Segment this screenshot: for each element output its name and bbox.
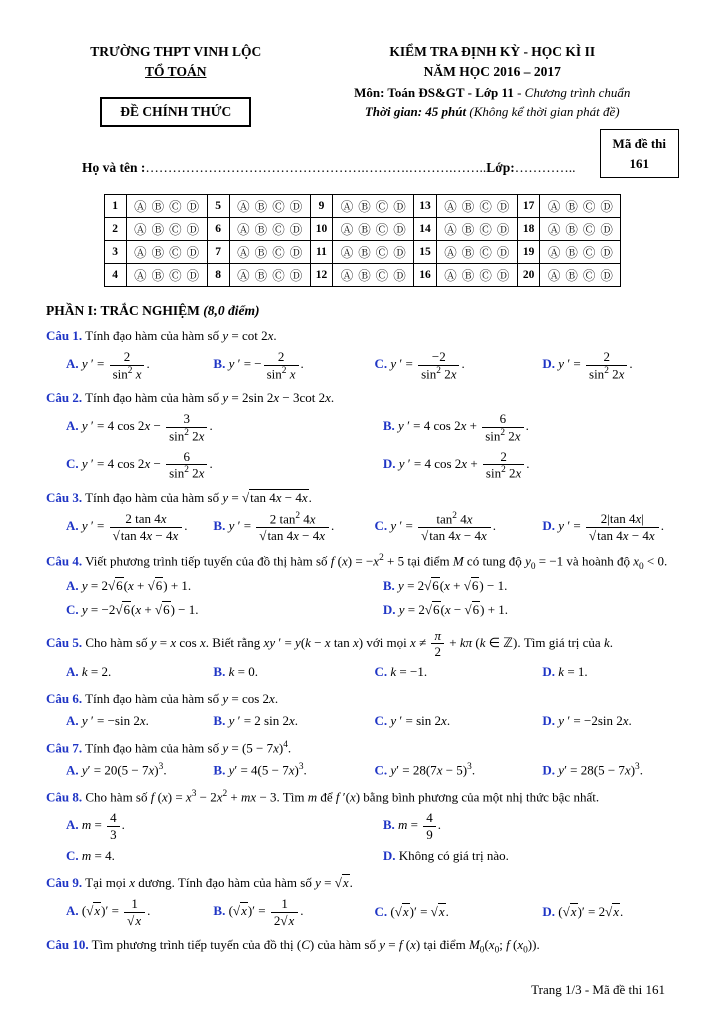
grid-answer-bubbles <box>540 241 621 264</box>
answer-bubble: Ⓓ <box>393 222 406 238</box>
question <box>46 389 679 481</box>
answer-option: A. $y' = 20(5 - 7x)^3$. <box>66 761 167 778</box>
answer-letter: C. <box>66 456 79 472</box>
school-name: TRƯỜNG THPT VINH LỘC <box>90 44 262 59</box>
answer-option: A. k = 2. <box>66 664 112 680</box>
grid-question-number: 14 <box>414 218 437 241</box>
question-label: Câu 4. <box>46 553 83 569</box>
answer-option: A. (√x)′ = $\frac{1}{√x}$ . <box>66 896 151 928</box>
grid-question-number: 17 <box>517 195 540 218</box>
answer-letter: D. <box>382 848 396 864</box>
grid-question-number: 7 <box>207 241 229 264</box>
grid-answer-bubbles <box>333 218 414 241</box>
answer-bubble: Ⓒ <box>375 268 389 284</box>
answer-options <box>46 349 679 382</box>
grid-answer-bubbles <box>126 264 207 287</box>
answer-option: C. k = −1. <box>374 664 428 680</box>
question <box>46 552 679 620</box>
answer-bubble: Ⓓ <box>393 199 406 215</box>
question-label: Câu 10. <box>46 937 89 953</box>
answer-bubble: Ⓒ <box>479 268 492 284</box>
answer-bubble: Ⓒ <box>272 222 285 238</box>
page-footer: Trang 1/3 - Mã đề thi 161 <box>531 982 665 997</box>
answer-letter: C. <box>374 518 388 534</box>
answer-bubble: Ⓓ <box>496 199 510 215</box>
question-text: Câu 5. Cho hàm số y = x cos x. Biết rằng xy ′ = y(k − x tan x) với mọi x ≠ $\frac{\pi}{2}$ + kπ (k ∈ ℤ). Tìm giá trị của k. <box>46 627 613 660</box>
answer-option: B. y ′ = 2 sin 2x. <box>213 712 298 728</box>
answer-bubble: Ⓐ <box>547 268 561 284</box>
answer-option: A. m = $\frac{4}{3}$ . <box>66 810 125 842</box>
school-year: NĂM HỌC 2016 – 2017 <box>423 64 561 80</box>
question-label: Câu 2. <box>46 390 83 406</box>
question-text: Câu 3. Tính đạo hàm của hàm số y = √tan 4x − 4x. <box>46 490 312 506</box>
answer-bubble: Ⓓ <box>496 268 510 284</box>
answer-letter: D. <box>542 762 556 778</box>
answer-options <box>46 511 679 544</box>
grid-question-number: 5 <box>207 195 229 218</box>
question <box>46 874 679 928</box>
answer-bubble: Ⓐ <box>340 268 354 284</box>
answer-option: B. (√x)′ = $\frac{1}{2√x}$ . <box>213 896 304 928</box>
student-info-row <box>46 129 679 178</box>
answer-bubble: Ⓑ <box>461 199 475 215</box>
answer-bubble: Ⓓ <box>496 245 510 261</box>
answer-letter: A. <box>66 762 79 778</box>
answer-option: A. y ′ = −sin 2x. <box>66 712 149 728</box>
question-text: Câu 10. Tìm phương trình tiếp tuyến của đồ thị (C) của hàm số y = f (x) tại điểm $M_0(x_0$; f $(x_0)$). <box>46 937 540 956</box>
grid-question-number: 20 <box>517 264 540 287</box>
answer-letter: D. <box>542 903 556 919</box>
answer-bubble: Ⓑ <box>254 199 268 215</box>
answer-option: D. $y' = 28(5 - 7x)^3$. <box>542 761 643 778</box>
answer-bubble: Ⓓ <box>186 268 200 284</box>
answer-bubble: Ⓒ <box>169 245 182 261</box>
exam-code-box <box>600 129 679 178</box>
answer-bubble: Ⓑ <box>461 245 475 261</box>
answer-bubble: Ⓐ <box>340 222 354 238</box>
answer-letter: D. <box>542 356 556 372</box>
answer-letter: B. <box>213 712 226 728</box>
grid-question-number: 6 <box>207 218 229 241</box>
answer-option: B. m = $\frac{4}{9}$ . <box>382 810 442 842</box>
header-left <box>46 42 306 127</box>
grid-question-number: 10 <box>310 218 333 241</box>
answer-bubble: Ⓑ <box>358 222 371 238</box>
answer-bubble: Ⓓ <box>600 222 613 238</box>
grid-answer-bubbles <box>333 195 414 218</box>
answer-bubble: Ⓓ <box>600 268 613 284</box>
grid-answer-bubbles <box>540 264 621 287</box>
question-text: Câu 1. Tính đạo hàm của hàm số y = cot 2x. <box>46 328 277 344</box>
answer-bubble: Ⓓ <box>496 222 510 238</box>
answer-letter: A. <box>66 712 79 728</box>
answer-options <box>46 411 679 481</box>
answer-letter: B. <box>213 762 226 778</box>
answer-bubble: Ⓒ <box>479 199 492 215</box>
subject-name: Môn: Toán ĐS&GT - Lớp 11 <box>354 84 514 100</box>
answer-option: D. y = 2√6(x − √6) + 1. <box>382 602 509 618</box>
answer-letter: D. <box>382 602 396 618</box>
answer-letter: B. <box>382 418 395 434</box>
answer-option: C. $y' = 28(7x - 5)^3$. <box>374 761 476 778</box>
curriculum-note: - Chương trình chuẩn <box>513 84 631 100</box>
grid-answer-bubbles <box>126 218 207 241</box>
answer-bubble: Ⓐ <box>134 199 147 215</box>
answer-option: B. y ′ = $\frac{2 \tan^2 4x}{√\tan 4x - 4x}$ . <box>213 511 335 544</box>
question-label: Câu 8. <box>46 789 83 805</box>
answer-letter: D. <box>382 456 396 472</box>
answer-option: C. m = 4. <box>66 848 115 864</box>
question-text: Câu 6. Tính đạo hàm của hàm số y = cos 2x. <box>46 690 279 706</box>
answer-bubble: Ⓑ <box>461 222 475 238</box>
answer-bubble: Ⓐ <box>237 222 250 238</box>
answer-letter: A. <box>66 903 79 919</box>
answer-letter: C. <box>374 762 388 778</box>
question-text: Câu 7. Tính đạo hàm của hàm số $y = (5 - 7x)^4$. <box>46 739 292 755</box>
answer-bubble: Ⓒ <box>375 199 389 215</box>
answer-bubble: Ⓓ <box>600 199 613 215</box>
answer-option: A. y ′ = $\frac{2 \tan 4x}{√\tan 4x - 4x}$ . <box>66 511 188 543</box>
answer-bubble: Ⓐ <box>134 245 147 261</box>
answer-letter: A. <box>66 356 79 372</box>
answer-bubble: Ⓑ <box>254 222 268 238</box>
questions <box>46 327 679 958</box>
section-title <box>46 303 679 319</box>
answer-option: C. y ′ = sin 2x. <box>374 712 451 728</box>
duration: Thời gian: 45 phút <box>364 104 470 119</box>
answer-bubble: Ⓑ <box>254 245 268 261</box>
grid-answer-bubbles <box>436 264 517 287</box>
answer-options <box>46 896 679 928</box>
answer-bubble: Ⓐ <box>547 199 561 215</box>
answer-option: C. y = −2√6(x + √6) − 1. <box>66 602 199 618</box>
answer-option: D. y ′ = −2sin 2x. <box>542 712 632 728</box>
exam-code-value: 161 <box>629 155 650 171</box>
answer-option: D. Không có giá trị nào. <box>382 848 509 864</box>
header-right <box>306 42 679 127</box>
answer-bubble: Ⓓ <box>186 222 200 238</box>
answer-option: C. y ′ = 4 cos 2x − $\frac{6}{\sin^2 2x}$ . <box>66 448 213 481</box>
answer-bubble: Ⓓ <box>289 199 303 215</box>
answer-letter: D. <box>542 712 556 728</box>
section-name: PHẦN I: TRẮC NGHIỆM <box>46 303 200 319</box>
answer-bubble: Ⓓ <box>393 268 406 284</box>
question-label: Câu 7. <box>46 739 83 755</box>
grid-answer-bubbles <box>436 241 517 264</box>
grid-question-number: 15 <box>414 241 437 264</box>
answer-bubble: Ⓐ <box>237 199 250 215</box>
answer-option: D. (√x)′ = 2√x. <box>542 903 624 919</box>
grid-question-number: 8 <box>207 264 229 287</box>
answer-grid-body <box>104 195 621 287</box>
answer-bubble: Ⓐ <box>134 268 147 284</box>
answer-option: B. y = 2√6(x + √6) − 1. <box>382 578 508 594</box>
answer-option: D. y ′ = 4 cos 2x + $\frac{2}{\sin^2 2x}$ . <box>382 448 530 481</box>
answer-bubble: Ⓒ <box>169 268 182 284</box>
grid-answer-bubbles <box>436 218 517 241</box>
answer-bubble: Ⓑ <box>151 199 165 215</box>
section-points: (8,0 điểm) <box>203 303 260 319</box>
exam-code-label: Mã đề thi <box>612 136 666 152</box>
question <box>46 690 679 731</box>
question <box>46 489 679 543</box>
answer-grid-row <box>104 241 621 264</box>
question-label: Câu 3. <box>46 490 83 506</box>
answer-bubble: Ⓓ <box>186 245 200 261</box>
grid-question-number: 1 <box>104 195 126 218</box>
question <box>46 788 679 866</box>
answer-bubble: Ⓐ <box>444 268 457 284</box>
grid-question-number: 4 <box>104 264 126 287</box>
question-label: Câu 9. <box>46 875 83 891</box>
answer-grid <box>104 194 622 287</box>
question-label: Câu 5. <box>46 634 83 650</box>
answer-bubble: Ⓒ <box>582 222 596 238</box>
answer-options <box>46 761 679 780</box>
answer-option: B. $y' = 4(5 - 7x)^3$. <box>213 761 307 778</box>
answer-letter: A. <box>66 518 79 534</box>
answer-bubble: Ⓐ <box>444 199 457 215</box>
answer-bubble: Ⓑ <box>151 268 165 284</box>
answer-bubble: Ⓒ <box>169 222 182 238</box>
grid-answer-bubbles <box>436 195 517 218</box>
answer-option: D. y ′ = $\frac{2|\tan 4x|}{√\tan 4x - 4x}$ . <box>542 511 664 543</box>
answer-bubble: Ⓑ <box>358 268 371 284</box>
grid-question-number: 13 <box>414 195 437 218</box>
answer-bubble: Ⓒ <box>582 268 596 284</box>
grid-answer-bubbles <box>229 241 310 264</box>
grid-question-number: 12 <box>310 264 333 287</box>
answer-letter: A. <box>66 578 79 594</box>
answer-bubble: Ⓒ <box>582 199 596 215</box>
answer-bubble: Ⓒ <box>375 222 389 238</box>
answer-letter: B. <box>382 817 395 833</box>
answer-options <box>46 712 679 731</box>
answer-bubble: Ⓑ <box>565 268 578 284</box>
question <box>46 936 679 958</box>
grid-question-number: 19 <box>517 241 540 264</box>
exam-header <box>46 42 679 127</box>
answer-letter: C. <box>374 712 388 728</box>
answer-bubble: Ⓐ <box>547 245 561 261</box>
answer-letter: B. <box>213 518 226 534</box>
answer-options <box>46 810 679 866</box>
answer-bubble: Ⓓ <box>186 199 200 215</box>
grid-question-number: 2 <box>104 218 126 241</box>
answer-bubble: Ⓒ <box>169 199 182 215</box>
grid-answer-bubbles <box>229 218 310 241</box>
grid-question-number: 9 <box>310 195 333 218</box>
question-text: Câu 9. Tại mọi x dương. Tính đạo hàm của hàm số y = √x. <box>46 875 353 891</box>
department-name: TỔ TOÁN <box>145 63 207 79</box>
class-label: Lớp: <box>486 160 515 176</box>
exam-title: KIỂM TRA ĐỊNH KỲ - HỌC KÌ II <box>389 44 596 59</box>
official-exam-box: ĐỀ CHÍNH THỨC <box>100 97 251 127</box>
answer-bubble: Ⓐ <box>134 222 147 238</box>
grid-question-number: 3 <box>104 241 126 264</box>
answer-bubble: Ⓐ <box>547 222 561 238</box>
grid-answer-bubbles <box>540 195 621 218</box>
answer-bubble: Ⓑ <box>565 199 578 215</box>
question-label: Câu 1. <box>46 328 83 344</box>
answer-letter: C. <box>374 356 388 372</box>
answer-option: B. y ′ = 4 cos 2x + $\frac{6}{\sin^2 2x}$ . <box>382 411 529 444</box>
grid-answer-bubbles <box>126 195 207 218</box>
answer-options <box>46 577 679 620</box>
answer-letter: A. <box>66 664 79 680</box>
name-label: Họ và tên : <box>82 160 146 176</box>
answer-bubble: Ⓑ <box>565 222 578 238</box>
answer-bubble: Ⓓ <box>600 245 613 261</box>
answer-letter: B. <box>213 664 226 680</box>
answer-option: D. y ′ = $\frac{2}{\sin^2 2x}$ . <box>542 348 633 381</box>
grid-answer-bubbles <box>126 241 207 264</box>
question <box>46 327 679 381</box>
answer-letter: A. <box>66 418 79 434</box>
answer-option: C. (√x)′ = √x. <box>374 903 449 919</box>
answer-bubble: Ⓐ <box>340 199 354 215</box>
subject-line <box>306 83 679 103</box>
answer-bubble: Ⓐ <box>340 245 354 261</box>
name-dots: ………………………………………….……….……….…….. <box>145 160 487 176</box>
answer-letter: C. <box>374 903 388 919</box>
answer-bubble: Ⓒ <box>479 245 492 261</box>
answer-letter: B. <box>213 356 226 372</box>
answer-option: D. k = 1. <box>542 664 588 680</box>
answer-grid-row <box>104 264 621 287</box>
answer-grid-row <box>104 218 621 241</box>
answer-letter: B. <box>382 578 395 594</box>
answer-option: A. y ′ = 4 cos 2x − $\frac{3}{\sin^2 2x}$ . <box>66 411 213 444</box>
question-text: Câu 4. Viết phương trình tiếp tuyến của đồ thị hàm số f $(x) = -x^2 + 5$ tại điểm M có tung độ $y_0 = -1$ và hoành độ $x_0 < 0$. <box>46 552 668 572</box>
answer-bubble: Ⓑ <box>358 199 371 215</box>
answer-bubble: Ⓑ <box>565 245 578 261</box>
answer-bubble: Ⓒ <box>272 199 285 215</box>
answer-option: A. y = 2√6(x + √6) + 1. <box>66 578 192 594</box>
question <box>46 739 679 780</box>
grid-answer-bubbles <box>229 264 310 287</box>
answer-bubble: Ⓑ <box>358 245 371 261</box>
answer-letter: C. <box>66 602 79 618</box>
answer-bubble: Ⓐ <box>444 222 457 238</box>
grid-answer-bubbles <box>333 241 414 264</box>
grid-answer-bubbles <box>333 264 414 287</box>
answer-bubble: Ⓑ <box>151 222 165 238</box>
answer-bubble: Ⓑ <box>151 245 165 261</box>
answer-bubble: Ⓐ <box>237 268 250 284</box>
answer-letter: D. <box>542 518 556 534</box>
answer-bubble: Ⓑ <box>461 268 475 284</box>
grid-answer-bubbles <box>540 218 621 241</box>
answer-letter: D. <box>542 664 556 680</box>
answer-bubble: Ⓐ <box>237 245 250 261</box>
answer-bubble: Ⓒ <box>375 245 389 261</box>
answer-bubble: Ⓒ <box>582 245 596 261</box>
answer-bubble: Ⓓ <box>393 245 406 261</box>
answer-letter: C. <box>374 664 388 680</box>
answer-bubble: Ⓒ <box>272 245 285 261</box>
question-text: Câu 2. Tính đạo hàm của hàm số y = 2sin 2x − 3cot 2x. <box>46 390 335 406</box>
answer-option: B. k = 0. <box>213 664 258 680</box>
grid-answer-bubbles <box>229 195 310 218</box>
student-name-line <box>46 160 588 178</box>
answer-bubble: Ⓒ <box>272 268 285 284</box>
duration-note: (Không kể thời gian phát đề) <box>469 104 620 119</box>
answer-bubble: Ⓑ <box>254 268 268 284</box>
answer-options <box>46 663 679 682</box>
duration-line <box>306 102 679 122</box>
answer-letter: C. <box>66 848 79 864</box>
grid-question-number: 16 <box>414 264 437 287</box>
answer-grid-row <box>104 195 621 218</box>
class-dots: ………….. <box>514 160 576 176</box>
answer-bubble: Ⓓ <box>289 245 303 261</box>
answer-bubble: Ⓒ <box>479 222 492 238</box>
answer-letter: A. <box>66 817 79 833</box>
answer-letter: B. <box>213 903 226 919</box>
answer-bubble: Ⓓ <box>289 222 303 238</box>
question <box>46 628 679 682</box>
grid-question-number: 11 <box>310 241 333 264</box>
question-label: Câu 6. <box>46 690 83 706</box>
grid-question-number: 18 <box>517 218 540 241</box>
answer-option: C. y ′ = $\frac{\tan^2 4x}{√\tan 4x - 4x}$ . <box>374 511 497 544</box>
answer-option: A. y ′ = $\frac{2}{\sin^2 x}$ . <box>66 348 150 381</box>
answer-option: C. y ′ = $\frac{-2}{\sin^2 2x}$ . <box>374 348 465 381</box>
question-text: Câu 8. Cho hàm số f $(x) = x^3 - 2x^2$ + mx − 3. Tìm m để f ′(x) bằng bình phương của một nhị thức bậc nhất. <box>46 788 600 805</box>
answer-option: B. y ′ = − $\frac{2}{\sin^2 x}$ . <box>213 348 304 381</box>
answer-bubble: Ⓓ <box>289 268 303 284</box>
answer-bubble: Ⓐ <box>444 245 457 261</box>
